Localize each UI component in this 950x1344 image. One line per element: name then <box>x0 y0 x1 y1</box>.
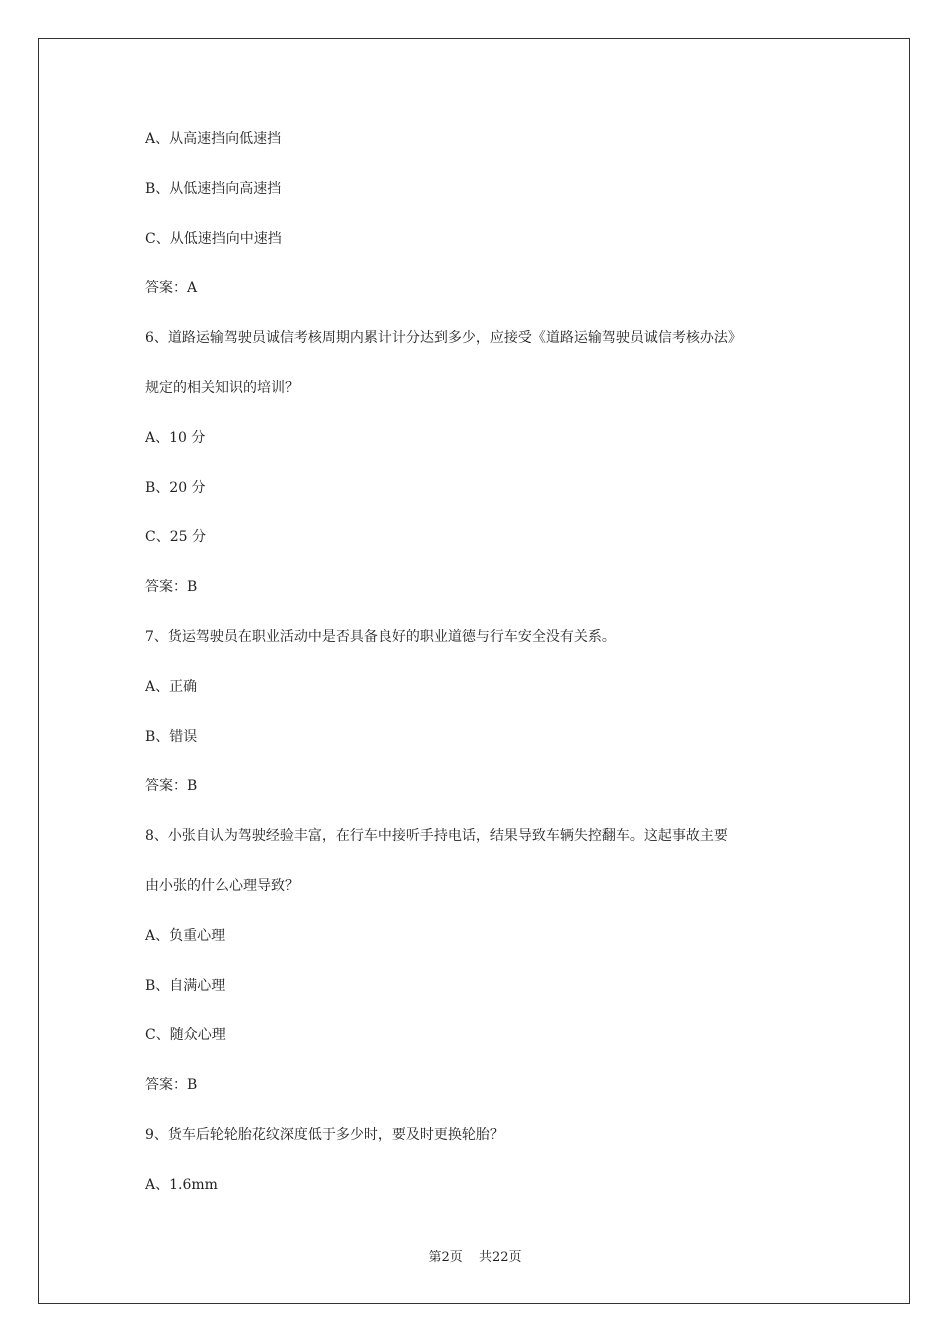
answer-line: 答案：B <box>145 1077 198 1094</box>
option-line: B、20 分 <box>145 479 206 496</box>
option-line: A、1.6mm <box>145 1176 218 1193</box>
option-line: A、正确 <box>145 678 198 695</box>
option-line: B、错误 <box>145 728 198 745</box>
option-line: B、从低速挡向高速挡 <box>145 180 282 197</box>
question-8-continued: 由小张的什么心理导致？ <box>145 877 299 894</box>
question-8: 8、小张自认为驾驶经验丰富，在行车中接听手持电话，结果导致车辆失控翻车。这起事故主要 <box>145 828 728 845</box>
page-total: 共22页 <box>478 1250 522 1265</box>
answer-line: 答案：B <box>145 579 198 596</box>
answer-line: 答案：B <box>145 778 198 795</box>
option-line: A、10 分 <box>145 429 206 446</box>
option-line: B、自满心理 <box>145 977 226 994</box>
question-7: 7、货运驾驶员在职业活动中是否具备良好的职业道德与行车安全没有关系。 <box>145 628 616 645</box>
page-number: 第2页 <box>428 1250 463 1265</box>
page-footer <box>0 1248 950 1268</box>
option-line: A、从高速挡向低速挡 <box>145 131 282 147</box>
question-9: 9、货车后轮轮胎花纹深度低于多少时，要及时更换轮胎？ <box>145 1126 504 1143</box>
option-line: C、25 分 <box>145 529 206 546</box>
answer-line: 答案：A <box>145 280 198 297</box>
question-6-continued: 规定的相关知识的培训？ <box>145 379 299 396</box>
option-line: A、负重心理 <box>145 927 226 944</box>
question-6: 6、道路运输驾驶员诚信考核周期内累计计分达到多少，应接受《道路运输驾驶员诚信考核办法》 <box>145 330 742 347</box>
document-body <box>145 124 825 1220</box>
option-line: C、从低速挡向中速挡 <box>145 230 282 247</box>
option-line: C、随众心理 <box>145 1027 226 1044</box>
